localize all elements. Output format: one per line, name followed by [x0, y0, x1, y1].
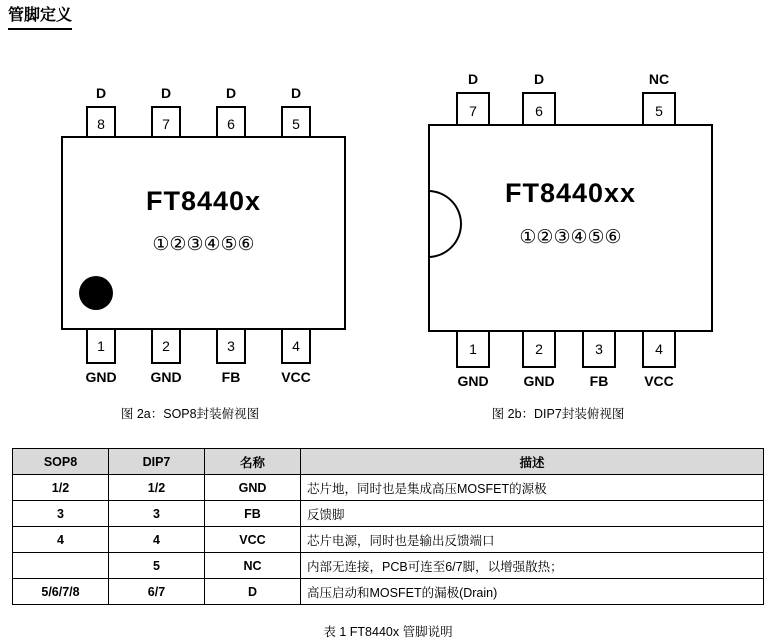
dip7-bottom-pin-label-2: GND	[523, 373, 555, 389]
sop8-bottom-pin-label-2: GND	[150, 369, 182, 385]
sop8-pin1-dot-marker	[79, 276, 113, 310]
cell-sop8: 5/6/7/8	[13, 579, 109, 605]
table-header-row	[13, 449, 764, 475]
dip7-bottom-pin-label-4: VCC	[644, 373, 674, 389]
figure-sop8	[55, 78, 355, 398]
table-row	[13, 579, 764, 605]
table-row	[13, 553, 764, 579]
sop8-figure-caption: 图 2a：SOP8封装俯视图	[120, 407, 260, 421]
dip7-pin-3: 3	[582, 330, 616, 368]
sop8-pin-7: 7	[151, 106, 181, 142]
dip7-part-name: FT8440xx	[504, 178, 637, 208]
table-header-name: 名称	[205, 449, 301, 475]
dip7-top-pin-label-3: NC	[648, 71, 670, 87]
cell-name: FB	[205, 501, 301, 527]
cell-dip7: 3	[109, 501, 205, 527]
dip7-bottom-pin-label-3: FB	[589, 373, 609, 389]
figure-dip7	[420, 62, 720, 398]
cell-name: GND	[205, 475, 301, 501]
table-row	[13, 527, 764, 553]
sop8-pin-1: 1	[86, 328, 116, 364]
sop8-pin-2: 2	[151, 328, 181, 364]
sop8-top-pin-label-4: D	[290, 85, 302, 101]
cell-name: D	[205, 579, 301, 605]
table-header-description: 描述	[301, 449, 764, 475]
sop8-bottom-pin-label-4: VCC	[281, 369, 311, 385]
sop8-body	[61, 136, 346, 330]
cell-description: 芯片电源，同时也是输出反馈端口	[301, 527, 764, 553]
cell-sop8: 3	[13, 501, 109, 527]
sop8-top-pin-label-2: D	[160, 85, 172, 101]
table-header-sop8: SOP8	[13, 449, 109, 475]
cell-sop8: 4	[13, 527, 109, 553]
sop8-pin-4: 4	[281, 328, 311, 364]
dip7-pin-1: 1	[456, 330, 490, 368]
pin-description-table	[12, 448, 764, 605]
cell-sop8: 1/2	[13, 475, 109, 501]
cell-description: 芯片地，同时也是集成高压MOSFET的源极	[301, 475, 764, 501]
sop8-pin-3: 3	[216, 328, 246, 364]
dip7-body	[428, 124, 713, 332]
table-row	[13, 501, 764, 527]
table-header-dip7: DIP7	[109, 449, 205, 475]
cell-dip7: 1/2	[109, 475, 205, 501]
sop8-top-pin-label-3: D	[225, 85, 237, 101]
dip7-pin-2: 2	[522, 330, 556, 368]
sop8-pin-8: 8	[86, 106, 116, 142]
dip7-bottom-pin-label-1: GND	[457, 373, 489, 389]
cell-name: NC	[205, 553, 301, 579]
dip7-pin-6: 6	[522, 92, 556, 130]
cell-description: 高压启动和MOSFET的漏极(Drain)	[301, 579, 764, 605]
sop8-pin-5: 5	[281, 106, 311, 142]
dip7-top-pin-label-2: D	[533, 71, 545, 87]
cell-sop8	[13, 553, 109, 579]
dip7-figure-caption: 图 2b：DIP7封装俯视图	[491, 407, 625, 421]
cell-dip7: 5	[109, 553, 205, 579]
cell-dip7: 4	[109, 527, 205, 553]
sop8-pin-6: 6	[216, 106, 246, 142]
cell-dip7: 6/7	[109, 579, 205, 605]
page-title: 管脚定义	[8, 6, 72, 30]
dip7-circled-numbers: ①②③④⑤⑥	[519, 227, 622, 248]
sop8-bottom-pin-label-1: GND	[85, 369, 117, 385]
sop8-top-pin-label-1: D	[95, 85, 107, 101]
dip7-top-pin-label-1: D	[467, 71, 479, 87]
dip7-pin-5: 5	[642, 92, 676, 130]
sop8-bottom-pin-label-3: FB	[221, 369, 241, 385]
sop8-circled-numbers: ①②③④⑤⑥	[152, 234, 255, 255]
sop8-part-name: FT8440x	[145, 186, 262, 216]
table-row	[13, 475, 764, 501]
table-caption: 表 1 FT8440x 管脚说明	[323, 625, 453, 639]
cell-description: 反馈脚	[301, 501, 764, 527]
cell-description: 内部无连接，PCB可连至6/7脚，以增强散热；	[301, 553, 764, 579]
dip7-pin-4: 4	[642, 330, 676, 368]
dip7-pin-7: 7	[456, 92, 490, 130]
cell-name: VCC	[205, 527, 301, 553]
